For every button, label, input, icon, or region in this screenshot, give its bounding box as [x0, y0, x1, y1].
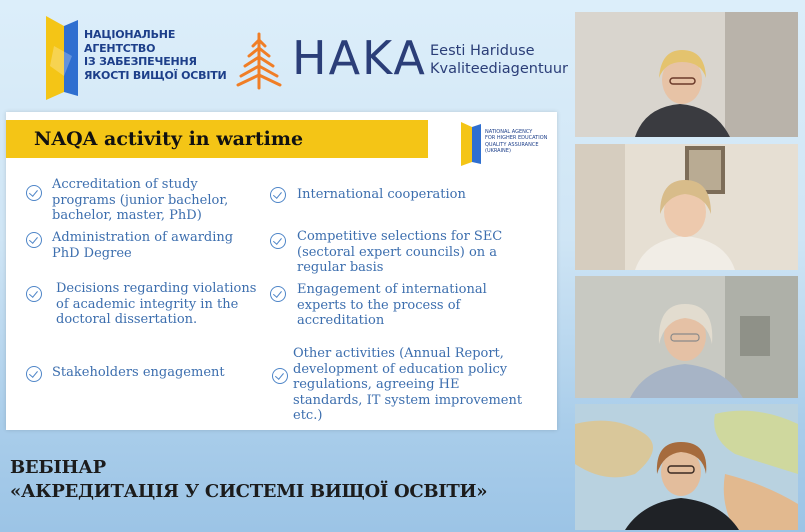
check-circle-icon	[26, 232, 42, 248]
video-gallery	[575, 12, 798, 530]
video-tile-participant-4[interactable]	[575, 404, 798, 530]
check-circle-icon	[272, 368, 288, 384]
video-tile-participant-3[interactable]	[575, 276, 798, 398]
naqa-logo-icon	[44, 16, 80, 100]
banner-line-2: «АКРЕДИТАЦІЯ У СИСТЕМІ ВИЩОЇ ОСВІТИ»	[10, 481, 488, 502]
header-logos	[0, 0, 570, 112]
participant-2-video	[575, 144, 798, 270]
slide-naqa-logo-icon	[460, 122, 482, 166]
video-tile-participant-1[interactable]	[575, 12, 798, 137]
participant-3-video	[575, 276, 798, 398]
webinar-banner	[10, 456, 487, 504]
participant-1-video	[575, 12, 798, 137]
haka-tree-icon	[234, 30, 284, 90]
slide-title: NAQA activity in wartime	[34, 128, 304, 150]
slide-logo-text: NATIONAL AGENCY FOR HIGHER EDUCATION QUALITY ASSURANCE (UKRAINE)	[485, 129, 548, 154]
banner-line-1: ВЕБІНАР	[10, 457, 106, 478]
participant-4-video	[575, 404, 798, 530]
check-circle-icon	[26, 185, 42, 201]
check-circle-icon	[26, 286, 42, 302]
haka-wordmark: HAKA	[292, 31, 427, 85]
check-circle-icon	[270, 187, 286, 203]
check-circle-icon	[270, 233, 286, 249]
check-circle-icon	[26, 366, 42, 382]
haka-subtitle: Eesti Hariduse Kvaliteediagentuur	[430, 43, 569, 77]
video-tile-participant-2[interactable]	[575, 144, 798, 270]
check-circle-icon	[270, 286, 286, 302]
slide: NAQA activity in wartime NATIONAL AGENCY FOR HIGHER EDUCATION QUALITY ASSURANCE (UKRAINE) Accreditation of study programs (junior bachelor, bachelor, master, PhD) Administration of awarding PhD Degree Decisions regarding violations of academic integrity in the doctoral dissertation. Stakeholders engagement International cooperation Competitive selections for SEC (sectoral expert councils) on a regular basis Engagement of international experts to the process of accreditation Other activities (Annual Report, development of education policy regulations, agreeing HE standards, IT system improvement etc.)	[6, 112, 557, 430]
naqa-logo-text: НАЦІОНАЛЬНЕ АГЕНТСТВО ІЗ ЗАБЕЗПЕЧЕННЯ ЯКОСТІ ВИЩОЇ ОСВІТИ	[84, 28, 227, 82]
